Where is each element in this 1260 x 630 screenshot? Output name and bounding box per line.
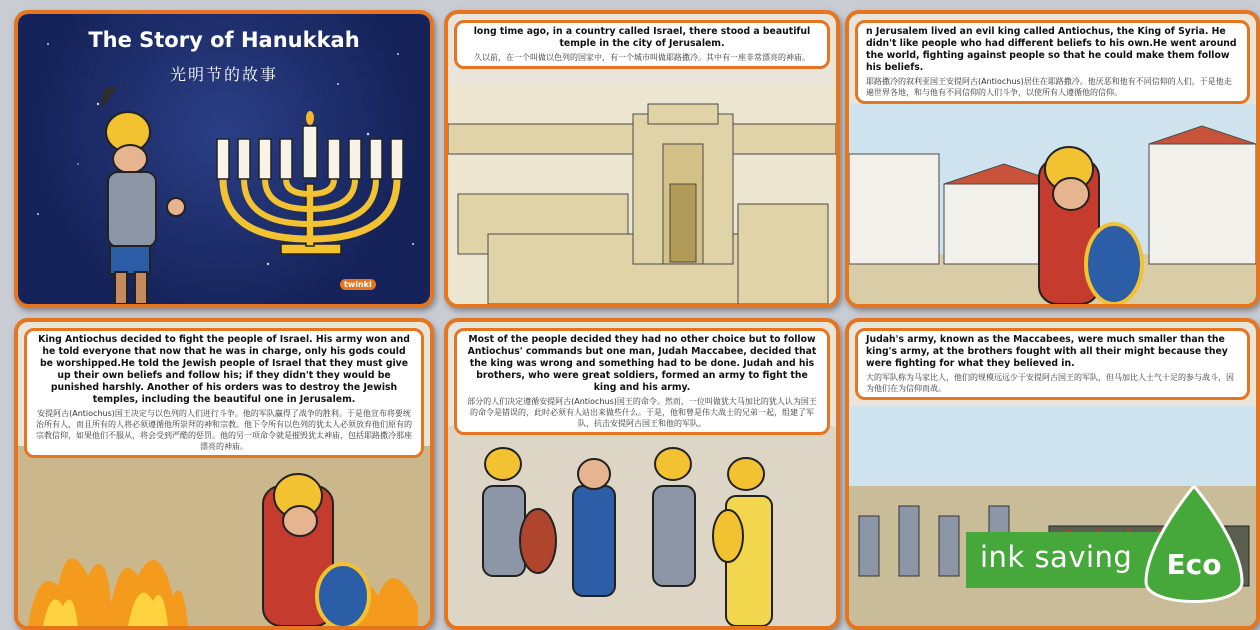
temple-illustration bbox=[448, 84, 836, 304]
cover-background bbox=[18, 14, 430, 304]
burning-temple-illustration bbox=[18, 446, 430, 626]
caption-english: long time ago, in a country called Israel, there stood a beautiful temple in the city of Jerusalem. bbox=[473, 26, 811, 49]
caption-english: King Antiochus decided to fight the people of Israel. His army won and he told everyone that now that he was in charge, only his gods could be worshipped.He told the Jewish people of Israel that they must give up their own beliefs and follow his; if they didn't they would be punished harshly. Another of his orders was to destroy the Jewish temples, including the beautiful one in Jerusalem. bbox=[38, 334, 410, 405]
story-page-3 bbox=[14, 318, 434, 630]
cover-page bbox=[14, 10, 434, 308]
caption-box bbox=[855, 20, 1250, 104]
caption-english: Judah's army, known as the Maccabees, were much smaller than the king's army, at the brothers fought with all their might because they were fighting for what they believed in. bbox=[866, 334, 1228, 369]
maccabees-illustration bbox=[448, 426, 836, 626]
caption-english: Most of the people decided they had no other choice but to follow Antiochus' commands but one man, Judah Maccabee, decided that the king was wrong and something had to be done. Judah and his brothers, who were great soldiers, formed an army to fight the king and his army. bbox=[467, 334, 817, 393]
twinkl-logo: twinkl bbox=[340, 279, 376, 290]
cover-subtitle: 光明节的故事 bbox=[169, 65, 278, 84]
ink-saving-label: ink saving bbox=[980, 540, 1133, 574]
cover-illustration bbox=[18, 14, 430, 304]
king-illustration bbox=[849, 104, 1256, 304]
caption-chinese: 大的军队称为马家比人，他们的规模远远少于安提阿古国王的军队，但马加比人士气十足的参与战斗，因为他们在为信仰而战。 bbox=[866, 373, 1234, 393]
caption-box bbox=[24, 328, 424, 458]
soldier-figure bbox=[101, 87, 185, 305]
caption-box bbox=[454, 328, 830, 435]
eco-label: Eco bbox=[1166, 548, 1222, 581]
story-page-1 bbox=[444, 10, 840, 308]
ink-saving-eco-badge bbox=[966, 522, 1251, 608]
caption-chinese: 部分的人们决定遵循安提阿古(Antiochus)国王的命令。然而，一位叫做犹大马加比的犹人认为国王的命令是错误的，此时必须有人站出来做些什么。于是，他和曾是伟大战士的兄弟一起，组建了军队，抗击安提阿古国王和他的军队。 bbox=[467, 397, 817, 428]
cover-title: The Story of Hanukkah bbox=[88, 28, 360, 52]
story-page-2 bbox=[845, 10, 1260, 308]
caption-box bbox=[454, 20, 830, 69]
caption-box bbox=[855, 328, 1250, 400]
caption-chinese: 安提阿古(Antiochus)国王决定与以色列的人们进行斗争。他的军队赢得了战争的胜利。于是他宣布将要统治所有人，而且所有的人将必须遵循他所崇拜的神和宗教。他下令所有以色列的犹太人必须放弃他们原有的宗教信仰，如果他们不服从，将会受到严酷的惩罚。他的另一项命令就是摧毁犹太神庙，包括耶路撒冷那座漂亮的神庙。 bbox=[36, 409, 412, 451]
menorah-icon bbox=[217, 111, 403, 254]
caption-english: n Jerusalem lived an evil king called Antiochus, the King of Syria. He didn't like people who had different beliefs to his own.He went around the world, fighting against people so that he could make them follow his beliefs. bbox=[866, 26, 1237, 73]
caption-chinese: 久以前，在一个叫做以色列的国家中，有一个城市叫做耶路撒冷。其中有一座非常漂亮的神庙。 bbox=[474, 53, 810, 62]
caption-chinese: 耶路撒冷的叙利亚国王安提阿古(Antiochus)居住在耶路撒冷。他厌恶和他有不同信仰的人们，于是他走遍世界各地，和与他有不同信仰的人们斗争，以使所有人遵循他的信仰。 bbox=[866, 77, 1232, 97]
story-page-4 bbox=[444, 318, 840, 630]
